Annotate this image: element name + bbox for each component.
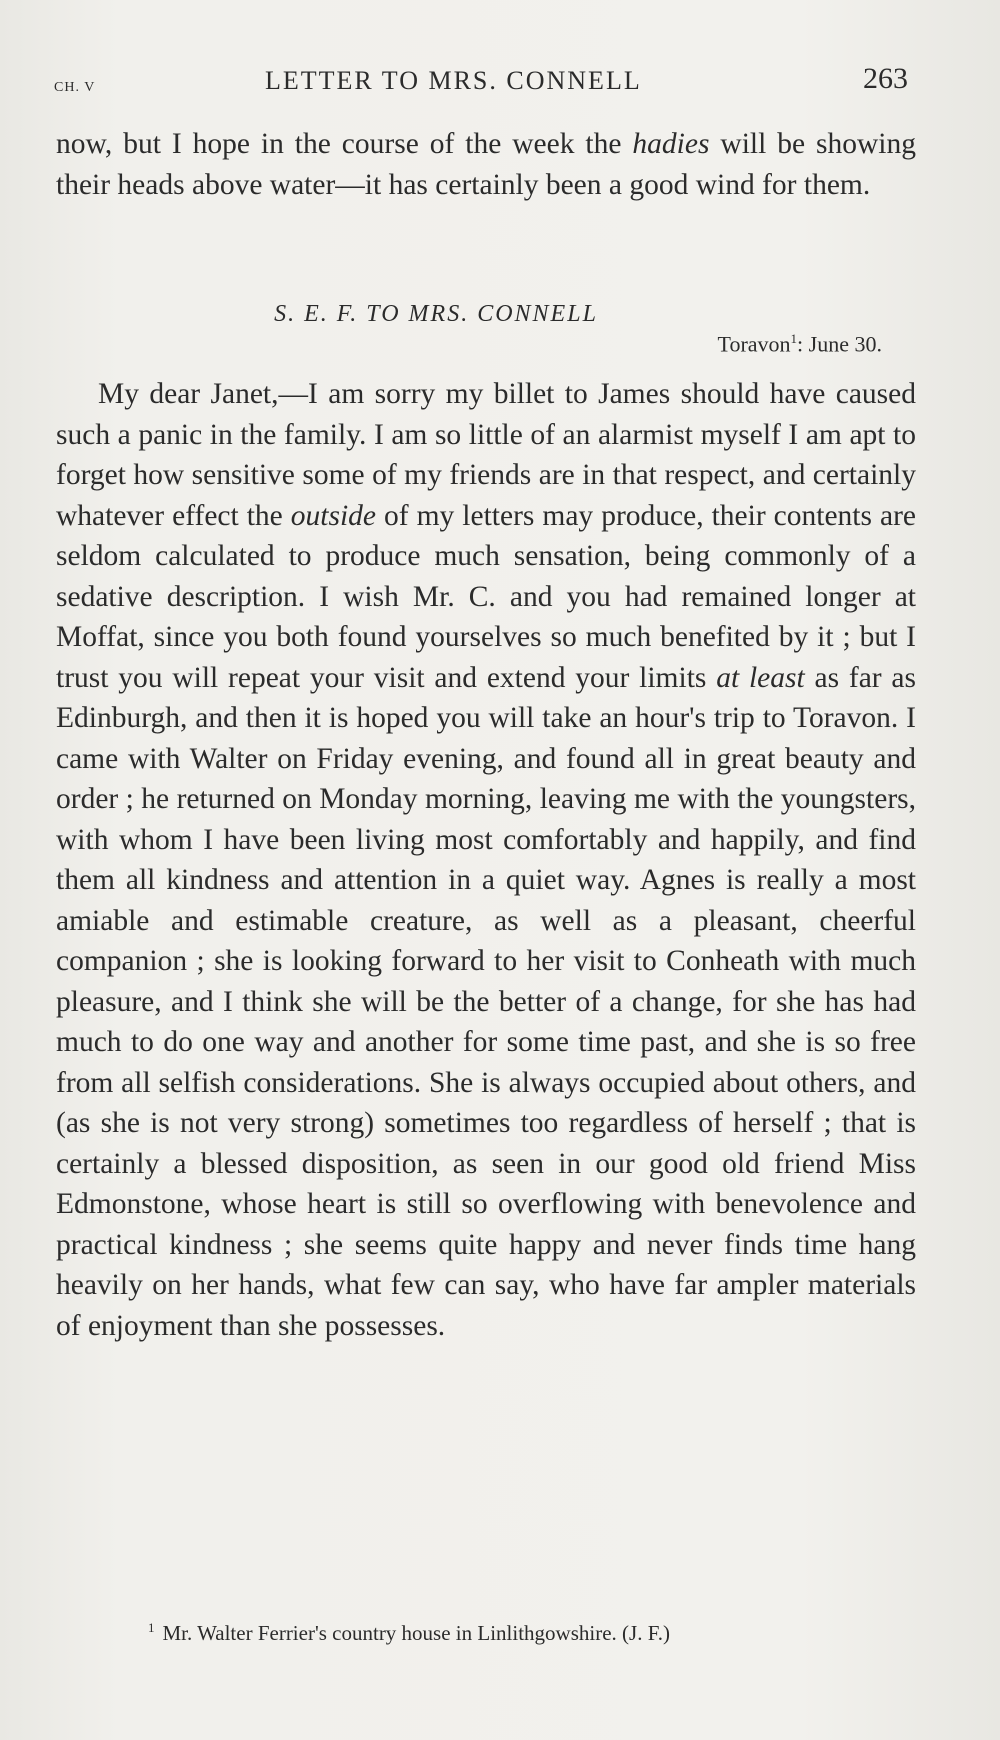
- dateline-place: Toravon: [717, 331, 791, 357]
- footnote: [148, 1620, 670, 1646]
- page-number: 263: [863, 62, 908, 95]
- letter-text-part1: My dear Janet,—I am sorry my billet to James should have caused such a panic in the family. I am so little of an alarmist myself I am apt to forget how sensitive some of my friends are in that respect, and certainly whatever effect the: [56, 378, 916, 532]
- chapter-label: CH. V: [54, 80, 96, 95]
- opening-text-part2: will be showing their heads above water—it has certainly been a good wind for them.: [56, 128, 917, 201]
- opening-paragraph: [56, 124, 916, 205]
- letter-dateline: [718, 331, 882, 357]
- letter-body: [56, 374, 916, 1346]
- running-title: LETTER TO MRS. CONNELL: [265, 66, 642, 95]
- letter-italic-outside: outside: [290, 499, 376, 532]
- letter-italic-at-least: at least: [716, 661, 805, 694]
- letter-text-part3: as far as Edinburgh, and then it is hoped you will take an hour's trip to Toravon. I came with Walter on Friday evening, and found all in great beauty and order ; he returned on Monday morning, leaving me with the youngsters, with whom I have been living most comfortably and happily, and find them all kindness and attention in a quiet way. Agnes is really a most amiable and estimable creature, as well as a pleasant, cheerful companion ; she is looking forward to her visit to Conheath with much pleasure, and I think she will be the better of a change, for she has had much to do one way and another for some time past, and she is so free from all selfish considerations. She is always occupied about others, and (as she is not very strong) sometimes too regardless of herself ; that is certainly a blessed disposition, as seen in our good old friend Miss Edmonstone, whose heart is still so overflowing with benevolence and practical kindness ; she seems quite happy and never finds time hang heavily on her hands, what few can say, who have far ampler materials of enjoyment than she possesses.: [56, 661, 917, 1342]
- footnote-mark: 1: [148, 1620, 155, 1635]
- dateline-date: : June 30.: [797, 331, 882, 357]
- footnote-reference: 1: [790, 331, 798, 346]
- footnote-text: Mr. Walter Ferrier's country house in Linlithgowshire. (J. F.): [162, 1621, 670, 1645]
- letter-heading: S. E. F. TO MRS. CONNELL: [274, 301, 598, 327]
- running-head: [54, 62, 914, 102]
- opening-text-italic: hadies: [632, 128, 710, 160]
- opening-text-part1: now, but I hope in the course of the week the: [56, 128, 633, 160]
- letter-text-part2: of my letters may produce, their contents are seldom calculated to produce much sensation, being commonly of a sedative description. I wish Mr. C. and you had remained longer at Moffat, since you both found yourselves so much benefited by it ; but I trust you will repeat your visit and extend your limits: [56, 499, 916, 694]
